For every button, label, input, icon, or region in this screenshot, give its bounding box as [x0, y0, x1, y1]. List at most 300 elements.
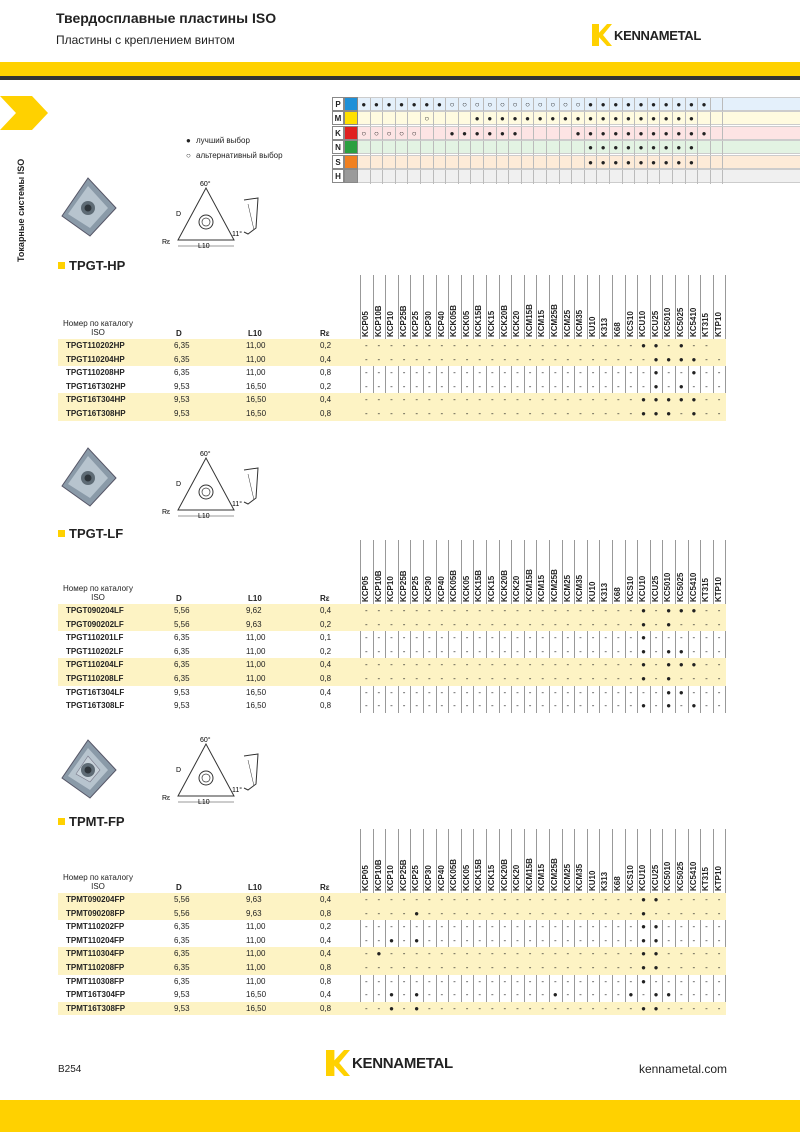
grade-header-label: KCK05 [461, 864, 471, 891]
grade-cell: - [705, 990, 708, 1000]
grade-cell: - [440, 701, 444, 711]
grade-cell: ● [666, 409, 672, 418]
grade-cell: - [490, 908, 494, 918]
grade-cell: - [541, 949, 545, 959]
grade-cell: - [579, 674, 582, 683]
grade-header-label: KCP30 [424, 311, 433, 337]
re-value: 0,2 [320, 381, 332, 391]
grade-cell: - [717, 409, 721, 418]
material-cell [408, 156, 421, 170]
material-cell: ○ [358, 127, 371, 141]
diameter-value: 9,53 [174, 990, 190, 1000]
grade-cell: - [402, 606, 406, 615]
material-row-h [358, 169, 800, 183]
grade-header-label: KU10 [587, 870, 597, 891]
grade-cell: - [616, 341, 620, 350]
grade-header-k68 [612, 283, 625, 337]
grade-cell: - [490, 341, 494, 350]
material-cell [421, 170, 434, 184]
diameter-value: 9,53 [174, 687, 190, 697]
grade-cell: - [390, 395, 393, 405]
grade-cell: - [654, 976, 658, 986]
material-cell: ● [635, 112, 648, 126]
grade-header-kc5410 [688, 837, 701, 891]
grade-cell: - [516, 1003, 519, 1013]
drawing-l10-label: L10 [198, 799, 210, 806]
grade-cell: - [667, 381, 671, 391]
grade-header-kcp05 [360, 548, 373, 602]
grade-cell: - [390, 354, 393, 364]
material-code-n: N [332, 140, 344, 154]
grade-cell: ● [691, 409, 697, 418]
material-cell [383, 141, 396, 155]
l10-value: 16,50 [246, 990, 267, 1000]
grade-cell: ● [653, 409, 659, 418]
grade-cell: - [490, 646, 494, 656]
grade-cell: - [692, 1003, 696, 1013]
material-cell [446, 170, 459, 184]
grade-cell: - [390, 646, 393, 656]
grade-cell: - [705, 908, 708, 918]
l10-value: 16,50 [246, 687, 267, 697]
grade-cell: - [604, 687, 608, 697]
grade-cell: - [516, 395, 519, 405]
part-number: TPGT16T308LF [66, 701, 125, 711]
grade-cell: - [465, 409, 469, 418]
footer-url[interactable]: kennametal.com [638, 1062, 727, 1076]
diameter-value: 5,56 [174, 606, 190, 615]
part-number: TPGT090204LF [66, 606, 124, 615]
material-cell [408, 112, 421, 126]
grade-cell: - [616, 949, 620, 959]
grade-cell: - [604, 354, 608, 364]
grade-cell: - [705, 949, 708, 959]
grade-cell: - [579, 660, 582, 670]
table-row [58, 604, 726, 618]
material-code-h: H [332, 169, 344, 183]
grade-cell: - [604, 395, 608, 405]
material-cell: ● [547, 112, 560, 126]
grade-cell: - [415, 381, 419, 391]
grade-cell: - [503, 701, 507, 711]
grade-cell: - [541, 1003, 545, 1013]
grade-cell: - [528, 963, 532, 972]
grade-cell: - [364, 922, 368, 932]
grade-cell: - [415, 687, 419, 697]
grade-cell: - [541, 409, 545, 418]
grade-cell: - [402, 687, 406, 697]
grade-header-kck15b [473, 837, 486, 891]
grade-cell: - [402, 949, 406, 959]
grade-header-label: KCP25B [398, 859, 408, 891]
grade-cell: - [478, 922, 482, 932]
grade-cell: - [579, 990, 582, 1000]
part-number: TPGT110204LF [66, 660, 124, 670]
material-cell: ● [560, 112, 573, 126]
grade-header-label: KC5025 [676, 307, 685, 337]
grade-header-kcm15b [524, 548, 537, 602]
grade-cell: - [503, 963, 507, 972]
grade-cell: - [490, 895, 494, 904]
section-title-tpmt-fp [58, 814, 125, 829]
grade-cell: - [579, 368, 582, 378]
grade-cell: - [654, 660, 658, 670]
grade-header-label: KCK20B [499, 304, 509, 337]
diameter-value: 6,35 [174, 660, 190, 670]
top-stripe-dark [0, 76, 800, 80]
grade-cell: - [579, 633, 582, 643]
material-cell: ● [459, 127, 472, 141]
grade-cell: - [427, 341, 431, 350]
grade-header-kcp25b [398, 548, 411, 602]
material-cell [358, 112, 371, 126]
grade-cell: - [591, 687, 595, 697]
grade-cell: - [541, 354, 545, 364]
grade-cell: - [402, 935, 406, 945]
grade-cell: - [465, 646, 469, 656]
grade-cell: - [377, 341, 381, 350]
material-cell [471, 141, 484, 155]
page-number: B254 [58, 1064, 82, 1075]
grade-cell: - [415, 646, 419, 656]
material-cell: ● [597, 127, 610, 141]
grade-cell: - [516, 674, 519, 683]
material-cell: ● [623, 98, 636, 112]
grade-header-label: KCK15B [474, 858, 484, 891]
grade-header-label: K68 [613, 876, 622, 891]
grade-cell: ● [653, 922, 659, 932]
grade-cell: - [528, 646, 532, 656]
grade-header-label: KCK15 [487, 575, 496, 602]
grade-cell: - [604, 976, 608, 986]
material-cell: ● [635, 141, 648, 155]
material-cell [459, 156, 472, 170]
material-cell [459, 141, 472, 155]
grade-header-kcp30 [423, 283, 436, 337]
grade-header-kc5010 [662, 548, 675, 602]
grade-cell: - [579, 976, 582, 986]
grade-cell: - [629, 963, 633, 972]
grade-cell: - [541, 895, 545, 904]
grade-header-kck05 [461, 283, 474, 337]
grade-cell: - [553, 963, 557, 972]
grade-cell: - [415, 354, 419, 364]
grade-cell: - [642, 381, 645, 391]
grade-cell: - [579, 409, 582, 418]
grade-cell: ● [641, 1003, 646, 1013]
grade-cell: - [402, 674, 406, 683]
grade-cell: - [478, 633, 482, 643]
material-cell: ● [585, 141, 598, 155]
grade-header-label: KCM25B [550, 304, 559, 337]
material-swatch-m [344, 111, 358, 125]
grade-cell: - [566, 368, 570, 378]
grade-cell: - [579, 949, 582, 959]
material-cell: ● [686, 127, 699, 141]
grade-cell: - [364, 633, 368, 643]
grade-cell: - [427, 619, 431, 629]
grade-cell: - [528, 674, 532, 683]
grade-cell: - [465, 606, 469, 615]
grade-cell: ● [389, 1003, 394, 1013]
page-subtitle: Пластины с креплением винтом [56, 33, 235, 47]
material-swatch-s [344, 155, 358, 169]
grade-cell: ● [653, 990, 659, 1000]
l10-value: 11,00 [246, 368, 266, 378]
material-cell: ● [610, 127, 623, 141]
grade-cell: - [705, 409, 708, 418]
grade-header-kcp10b [373, 837, 386, 891]
grade-cell: - [528, 660, 532, 670]
grade-header-ktp10 [713, 283, 726, 337]
drawing-d-label: D [176, 481, 182, 488]
grade-cell: ● [653, 381, 659, 391]
grade-header-kcp25 [410, 837, 423, 891]
grade-cell: - [591, 990, 595, 1000]
chevron-icon [0, 96, 50, 130]
grade-cell: - [591, 674, 595, 683]
grade-header-label: KCK15 [487, 310, 496, 337]
grade-header-kcs10 [625, 283, 638, 337]
material-cell [711, 127, 724, 141]
grade-cell: - [516, 949, 519, 959]
grade-cell: - [541, 633, 545, 643]
insert-photo-icon [56, 176, 120, 238]
table-row [58, 975, 726, 989]
grade-cell: - [528, 395, 532, 405]
grade-header-k313 [599, 283, 612, 337]
grade-cell: - [415, 633, 419, 643]
grade-cell: - [516, 341, 519, 350]
grade-header-label: KTP10 [713, 577, 723, 602]
grade-header-label: KCU10 [638, 575, 648, 602]
grade-cell: - [591, 701, 595, 711]
grade-cell: ● [678, 606, 684, 615]
grade-cell: - [679, 922, 683, 932]
grade-cell: - [427, 922, 431, 932]
grade-header-label: KC5410 [688, 572, 698, 602]
grade-cell: - [579, 381, 582, 391]
grade-cell: - [717, 381, 721, 391]
grade-cell: - [528, 368, 532, 378]
grade-header-label: KTP10 [713, 866, 723, 891]
grade-cell: - [629, 409, 633, 418]
part-number: TPMT090204FP [66, 895, 125, 904]
grade-cell: - [616, 908, 620, 918]
grade-cell: - [402, 619, 406, 629]
grade-cell: - [604, 660, 608, 670]
grade-cell: - [503, 341, 507, 350]
material-cell: ● [585, 127, 598, 141]
material-cell [534, 156, 547, 170]
grade-cell: - [390, 908, 393, 918]
grade-cell: - [528, 354, 532, 364]
table-row [58, 672, 726, 686]
grade-header-ku10 [587, 837, 600, 891]
grade-cell: - [503, 976, 507, 986]
material-cell [547, 141, 560, 155]
grade-cell: ● [653, 368, 659, 378]
grade-cell: - [692, 990, 696, 1000]
material-swatch-p [344, 97, 358, 111]
grade-cell: - [667, 908, 671, 918]
material-row-s [358, 155, 800, 169]
grade-cell: - [654, 646, 658, 656]
grade-header-kcm15b [524, 837, 537, 891]
grade-cell: - [390, 949, 393, 959]
grade-cell: ● [641, 976, 646, 986]
material-cell: ● [673, 156, 686, 170]
grade-header-label: KCP30 [424, 576, 433, 602]
grade-cell: - [516, 935, 519, 945]
grade-cell: - [591, 949, 595, 959]
material-cell [371, 112, 384, 126]
grade-header-kck15 [486, 837, 499, 891]
grade-cell: - [705, 963, 708, 972]
grade-cell: - [503, 646, 507, 656]
grade-cell: - [377, 606, 381, 615]
l10-value: 16,50 [246, 409, 267, 418]
grade-header-kcu25 [650, 283, 663, 337]
grade-cell: - [516, 606, 519, 615]
grade-header-label: KCU25 [650, 310, 660, 337]
diameter-value: 6,35 [174, 368, 190, 378]
grade-header-kck05 [461, 548, 474, 602]
material-cell [711, 98, 724, 112]
grade-cell: - [616, 633, 620, 643]
l10-value: 11,00 [246, 646, 266, 656]
table-row [58, 631, 726, 645]
grade-cell: ● [641, 701, 646, 711]
grade-cell: - [440, 949, 444, 959]
grade-header-kt315 [700, 837, 713, 891]
grade-header-label: KCK20 [512, 575, 522, 602]
re-value: 0,8 [320, 701, 332, 711]
material-cell [471, 170, 484, 184]
grade-header-label: K313 [600, 582, 610, 602]
grade-cell: - [516, 646, 519, 656]
grade-cell: - [604, 674, 608, 683]
grade-cell: - [478, 990, 482, 1000]
grade-cell: - [629, 354, 633, 364]
grade-cell: - [566, 687, 570, 697]
grade-header-ktp10 [713, 548, 726, 602]
grade-cell: - [503, 990, 507, 1000]
grade-header-kcu10 [637, 837, 650, 891]
grade-header-kck05 [461, 837, 474, 891]
grade-cell: - [364, 908, 368, 918]
grade-cell: - [440, 409, 444, 418]
grade-header-label: KCU10 [638, 310, 648, 337]
grade-cell: - [364, 976, 368, 986]
grade-header-label: KCP05 [361, 576, 370, 602]
material-swatch-k [344, 126, 358, 140]
part-number: TPGT110201LF [66, 633, 124, 643]
grade-cell: - [566, 381, 570, 391]
grade-cell: - [528, 606, 532, 615]
grade-header-label: K68 [613, 322, 622, 337]
grade-cell: - [692, 646, 696, 656]
grade-cell: - [541, 701, 545, 711]
grade-header-kcp40 [436, 548, 449, 602]
grade-cell: - [453, 619, 456, 629]
material-cell [484, 141, 497, 155]
grade-cell: - [528, 976, 532, 986]
re-value: 0,2 [320, 341, 332, 350]
grade-cell: - [364, 687, 368, 697]
re-value: 0,4 [320, 935, 332, 945]
grade-cell: - [616, 687, 620, 697]
grade-cell: ● [666, 660, 672, 670]
grade-cell: - [667, 976, 671, 986]
material-cell [572, 170, 585, 184]
grade-cell: - [579, 646, 582, 656]
material-cell [522, 127, 535, 141]
grade-header-label: KCK05B [449, 304, 459, 337]
grade-cell: - [478, 409, 482, 418]
grade-header-kcp30 [423, 837, 436, 891]
grade-cell: - [541, 660, 545, 670]
grade-cell: ● [641, 633, 646, 643]
grade-header-label: KCK15 [487, 864, 496, 891]
grade-cell: - [377, 687, 381, 697]
grade-cell: - [591, 395, 595, 405]
grade-cell: - [453, 687, 456, 697]
grade-cell: - [465, 619, 469, 629]
grade-cell: - [440, 895, 444, 904]
grade-cell: - [717, 687, 721, 697]
grade-cell: - [377, 381, 381, 391]
grade-header-ktp10 [713, 837, 726, 891]
grade-cell: ● [678, 646, 684, 656]
grade-cell: - [616, 701, 620, 711]
grade-cell: - [465, 674, 469, 683]
drawing-re-label: Rε [162, 239, 171, 246]
material-row-n [358, 140, 800, 154]
grade-cell: - [427, 606, 431, 615]
grade-cell: - [415, 395, 419, 405]
grade-cell: - [402, 646, 406, 656]
grade-cell: - [566, 935, 570, 945]
grade-cell: ● [691, 368, 697, 378]
grade-cell: - [516, 922, 519, 932]
grade-header-kcp40 [436, 837, 449, 891]
grade-header-kcp05 [360, 283, 373, 337]
grade-cell: - [390, 660, 393, 670]
material-cell: ● [471, 112, 484, 126]
material-cell [484, 170, 497, 184]
l10-value: 11,00 [246, 922, 266, 932]
re-value: 0,8 [320, 674, 332, 683]
grade-cell: - [667, 949, 671, 959]
grade-cell: - [591, 606, 595, 615]
grade-cell: - [566, 908, 570, 918]
grade-cell: - [692, 619, 696, 629]
grade-cell: - [705, 395, 708, 405]
grade-header-kcp40 [436, 283, 449, 337]
grade-cell: - [717, 660, 721, 670]
l10-value: 11,00 [246, 633, 266, 643]
column-header-d: D [176, 883, 182, 892]
material-cell [383, 170, 396, 184]
grade-cell: - [402, 701, 406, 711]
grade-cell: - [478, 368, 482, 378]
part-number: TPMT110304FP [66, 949, 125, 959]
grade-cell: - [503, 619, 507, 629]
material-cell [509, 170, 522, 184]
grade-header-kcp25 [410, 283, 423, 337]
material-cell [686, 170, 699, 184]
